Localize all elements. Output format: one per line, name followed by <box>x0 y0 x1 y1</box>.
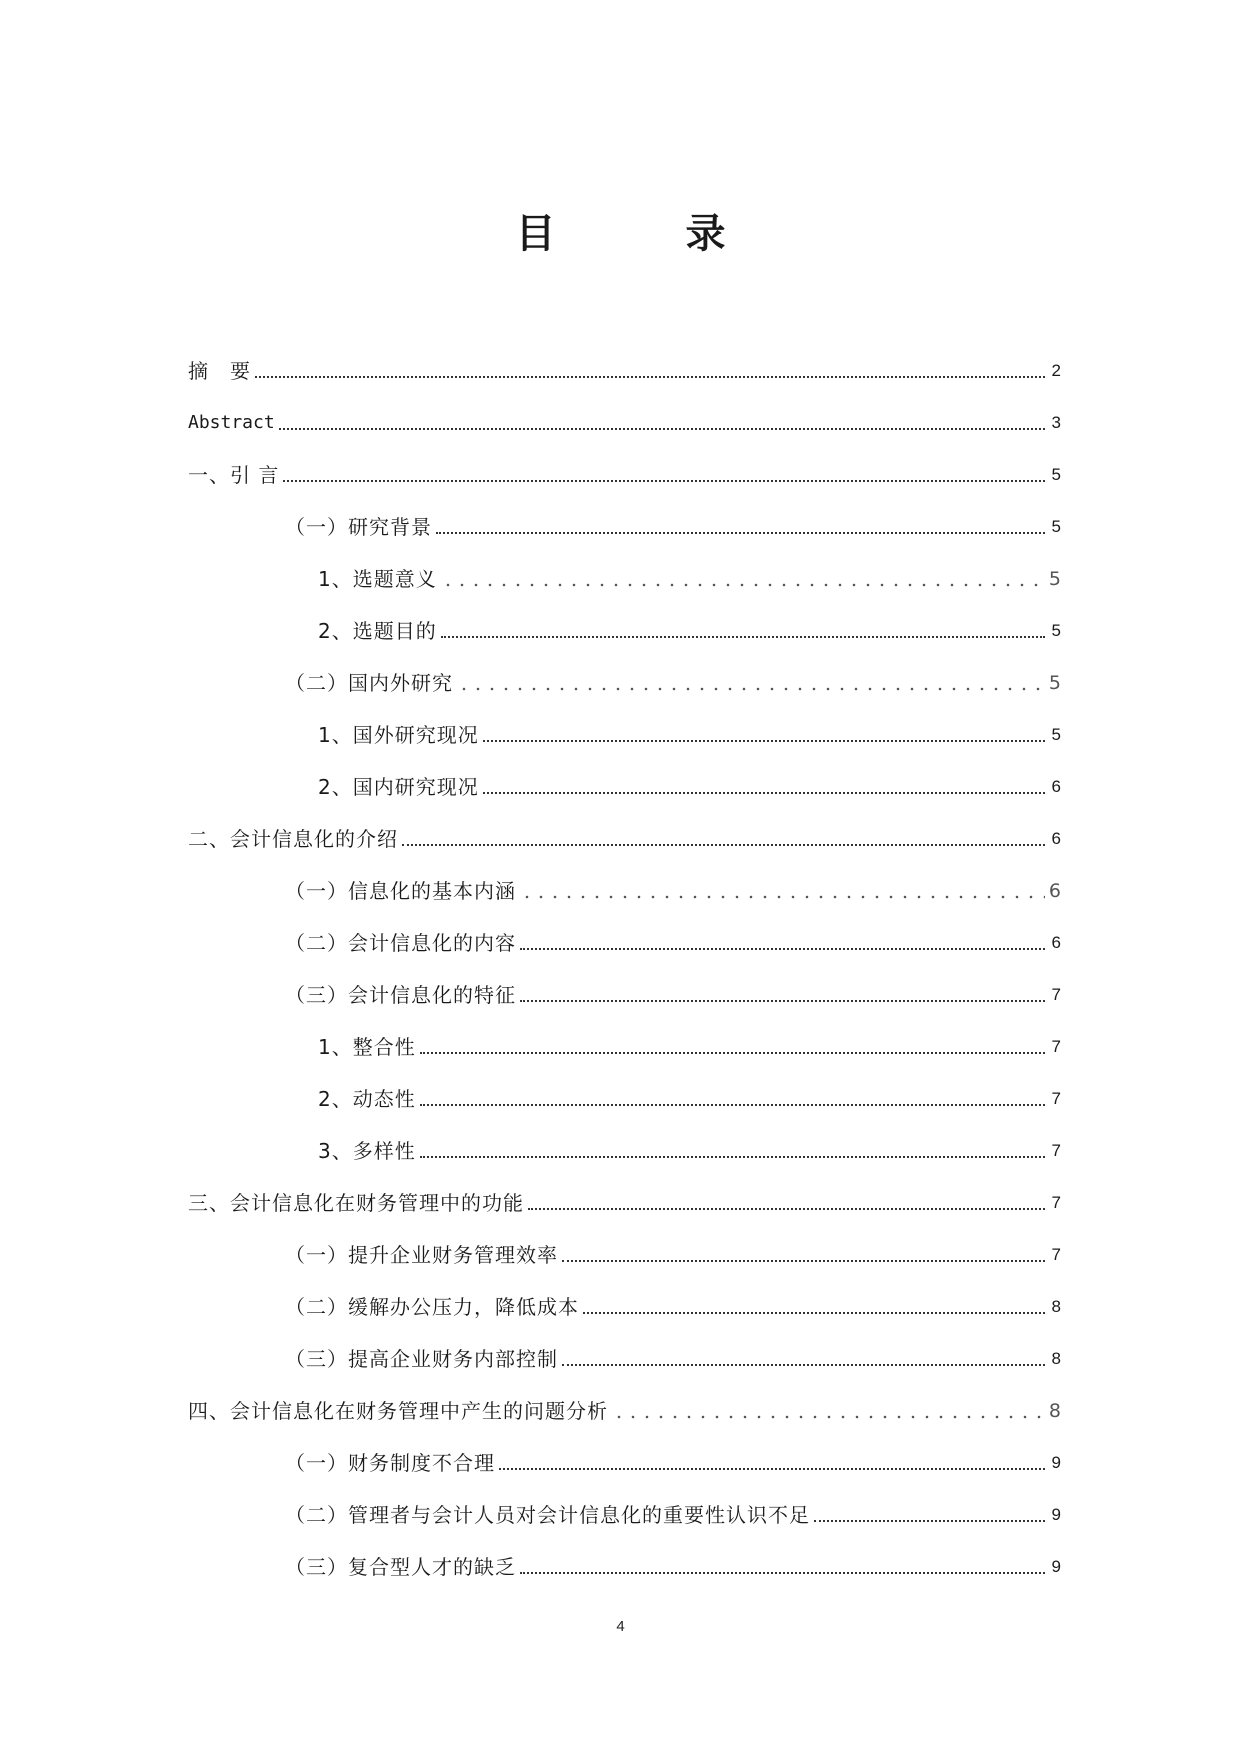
toc-entry-label: （一）研究背景 <box>285 515 432 539</box>
dot-leader <box>483 740 1045 742</box>
toc-entry[interactable] <box>0 1061 1061 1113</box>
toc-entry-label: 3、多样性 <box>318 1139 416 1163</box>
toc-entry[interactable] <box>0 1165 1061 1217</box>
toc-entry-label: 1、整合性 <box>318 1035 416 1059</box>
page-title: 目 录 <box>515 211 784 257</box>
dot-leader <box>436 532 1045 534</box>
dot-leader <box>499 1468 1045 1470</box>
toc-entry-page: 9 <box>1051 1453 1061 1472</box>
toc-entry-page: 8 <box>1051 1297 1061 1316</box>
toc-entry-page: 8 <box>1048 1400 1061 1422</box>
toc-entry-label: （三）复合型人才的缺乏 <box>285 1555 516 1579</box>
dot-leader <box>283 480 1045 482</box>
toc-entry-label: （一）财务制度不合理 <box>285 1451 495 1475</box>
toc-entry-label: （二）管理者与会计人员对会计信息化的重要性认识不足 <box>285 1503 810 1527</box>
toc-entry-page: 9 <box>1051 1557 1061 1576</box>
toc-entry-page: 5 <box>1051 517 1061 536</box>
toc-entry[interactable] <box>0 1425 1061 1477</box>
toc-entry-page: 7 <box>1051 1245 1061 1264</box>
toc-entry-page: 6 <box>1051 829 1061 848</box>
toc-entry-label: 1、选题意义 <box>318 567 437 591</box>
toc-entry-page: 5 <box>1048 568 1061 590</box>
toc-entry-label: 三、会计信息化在财务管理中的功能 <box>188 1191 524 1215</box>
toc-entry-label: （三）提高企业财务内部控制 <box>285 1347 558 1371</box>
toc-entry-page: 6 <box>1051 777 1061 796</box>
dot-leader <box>441 636 1045 638</box>
toc-entry[interactable] <box>0 541 1061 593</box>
toc-entry-page: 2 <box>1051 361 1061 380</box>
toc-entry[interactable] <box>0 749 1061 801</box>
dot-leader <box>420 1104 1045 1106</box>
toc-entry[interactable] <box>0 1529 1061 1581</box>
dot-leader <box>520 1000 1045 1002</box>
footer-page-number: 4 <box>616 1618 625 1635</box>
toc-entry-page: 7 <box>1051 1141 1061 1160</box>
toc-entry-label: Abstract <box>188 412 275 433</box>
toc-entry-page: 5 <box>1051 465 1061 484</box>
toc-entry[interactable] <box>0 1113 1061 1165</box>
dot-leader <box>612 1415 1045 1419</box>
toc-entry[interactable] <box>0 437 1061 489</box>
dot-leader <box>483 792 1045 794</box>
toc-entry-label: （一）提升企业财务管理效率 <box>285 1243 558 1267</box>
toc-entry[interactable] <box>0 1477 1061 1529</box>
table-of-contents <box>0 333 1241 1581</box>
toc-entry-label: （二）国内外研究 <box>285 671 453 695</box>
dot-leader <box>255 376 1045 378</box>
dot-leader <box>520 948 1045 950</box>
toc-entry[interactable] <box>0 489 1061 541</box>
toc-entry-page: 5 <box>1051 621 1061 640</box>
toc-entry-label: （二）会计信息化的内容 <box>285 931 516 955</box>
toc-entry-page: 7 <box>1051 1037 1061 1056</box>
toc-entry[interactable] <box>0 1217 1061 1269</box>
toc-entry-page: 6 <box>1051 933 1061 952</box>
dot-leader <box>402 844 1045 846</box>
toc-entry-label: （一）信息化的基本内涵 <box>285 879 516 903</box>
toc-entry[interactable] <box>0 853 1061 905</box>
toc-entry-label: 摘 要 <box>188 359 251 383</box>
dot-leader <box>583 1312 1045 1314</box>
dot-leader <box>562 1260 1045 1262</box>
toc-entry-label: 二、会计信息化的介绍 <box>188 827 398 851</box>
dot-leader <box>520 1572 1045 1574</box>
dot-leader <box>814 1520 1045 1522</box>
toc-entry-label: 2、动态性 <box>318 1087 416 1111</box>
dot-leader <box>457 687 1045 691</box>
toc-entry-label: 一、引 言 <box>188 463 280 487</box>
toc-entry[interactable] <box>0 957 1061 1009</box>
toc-entry[interactable] <box>0 697 1061 749</box>
toc-entry-label: （三）会计信息化的特征 <box>285 983 516 1007</box>
toc-entry[interactable] <box>0 1269 1061 1321</box>
toc-entry-page: 8 <box>1051 1349 1061 1368</box>
toc-entry[interactable] <box>0 1321 1061 1373</box>
toc-entry[interactable] <box>0 593 1061 645</box>
toc-entry[interactable] <box>0 1373 1061 1425</box>
toc-entry-label: 2、国内研究现况 <box>318 775 479 799</box>
toc-entry-page: 9 <box>1051 1505 1061 1524</box>
toc-entry-page: 5 <box>1048 672 1061 694</box>
toc-entry-page: 5 <box>1051 725 1061 744</box>
toc-entry[interactable] <box>0 905 1061 957</box>
dot-leader <box>520 895 1045 899</box>
dot-leader <box>420 1156 1045 1158</box>
dot-leader <box>562 1364 1045 1366</box>
toc-entry-page: 6 <box>1048 880 1061 902</box>
toc-entry-page: 7 <box>1051 985 1061 1004</box>
toc-entry-label: 四、会计信息化在财务管理中产生的问题分析 <box>188 1399 608 1423</box>
toc-entry[interactable] <box>0 333 1061 385</box>
toc-entry-label: 1、国外研究现况 <box>318 723 479 747</box>
toc-entry-label: （二）缓解办公压力，降低成本 <box>285 1295 579 1319</box>
dot-leader <box>441 583 1045 587</box>
toc-entry-page: 7 <box>1051 1193 1061 1212</box>
dot-leader <box>528 1208 1045 1210</box>
dot-leader <box>420 1052 1045 1054</box>
dot-leader <box>279 428 1045 430</box>
toc-entry[interactable] <box>0 385 1061 437</box>
toc-entry-page: 7 <box>1051 1089 1061 1108</box>
toc-entry-page: 3 <box>1051 413 1061 432</box>
toc-entry-label: 2、选题目的 <box>318 619 437 643</box>
toc-entry[interactable] <box>0 801 1061 853</box>
toc-entry[interactable] <box>0 645 1061 697</box>
toc-entry[interactable] <box>0 1009 1061 1061</box>
